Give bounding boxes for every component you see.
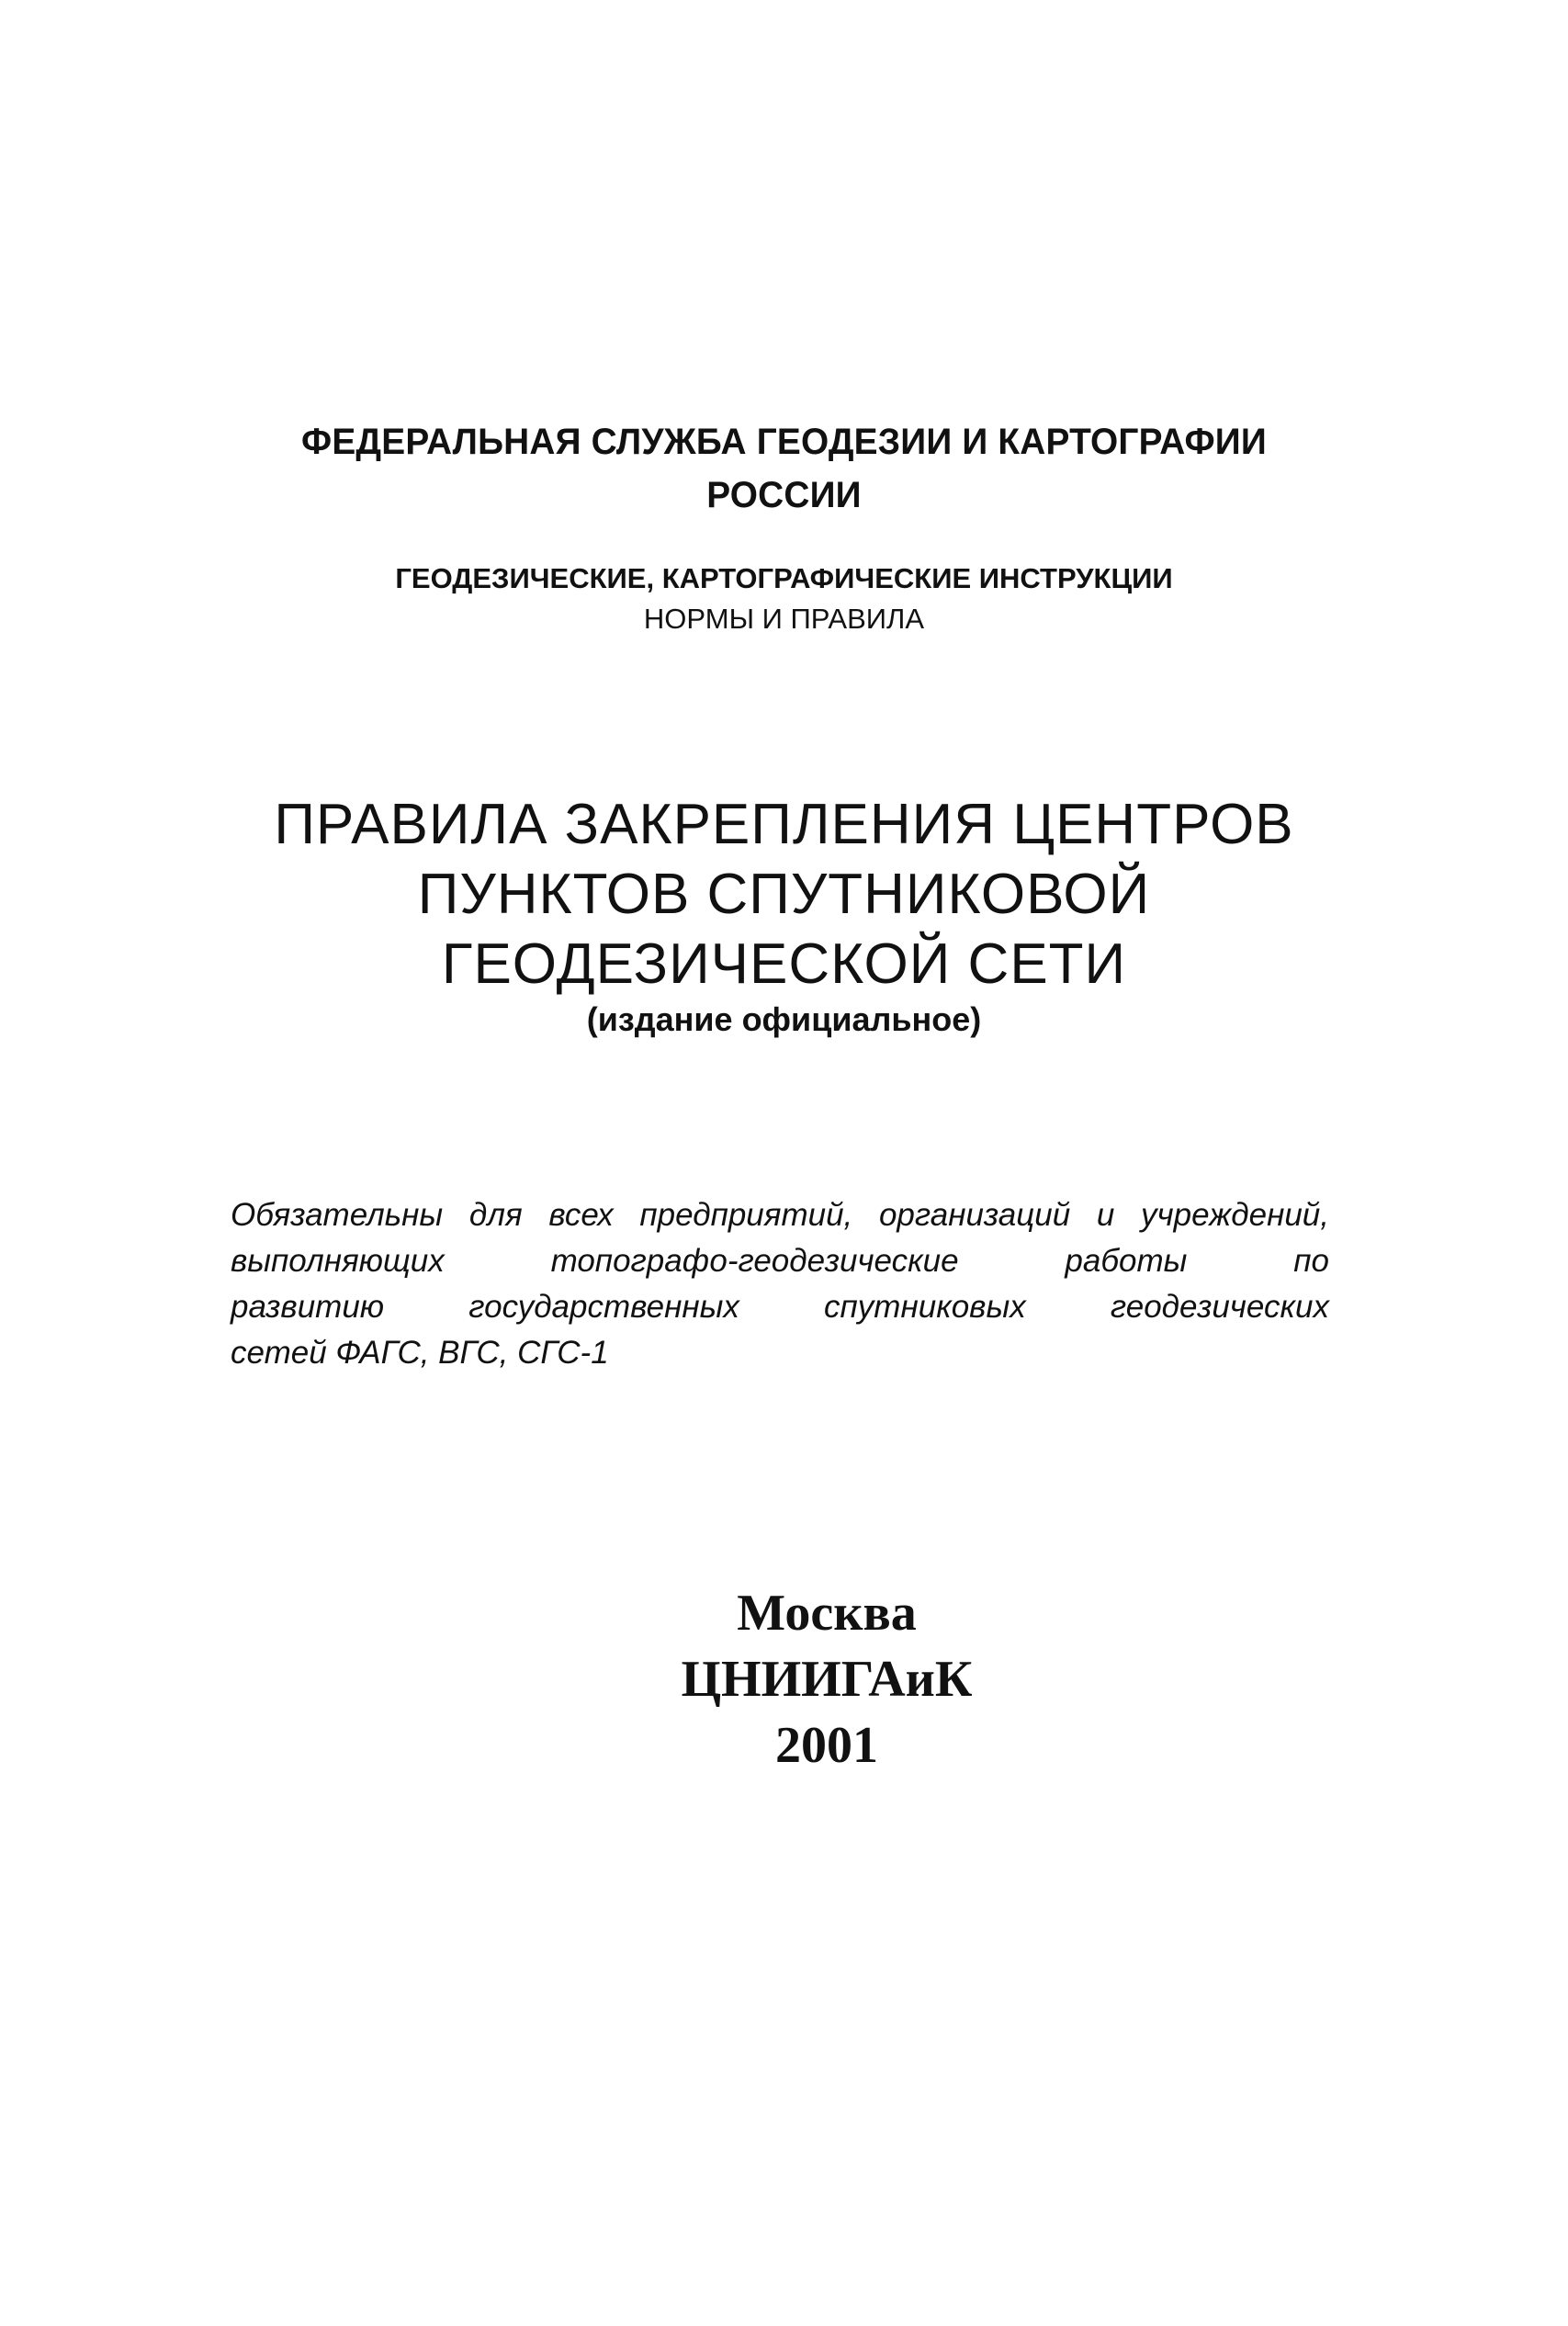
mandatory-word: спутниковых — [824, 1289, 1026, 1325]
mandatory-word: по — [1293, 1243, 1329, 1279]
document-title — [0, 790, 1568, 999]
title-line-2: ПУНКТОВ СПУТНИКОВОЙ — [417, 863, 1151, 926]
series-heading — [0, 559, 1568, 639]
mandatory-word: для — [468, 1197, 523, 1233]
mandatory-word: развитию — [231, 1289, 385, 1325]
title-line-1: ПРАВИЛА ЗАКРЕПЛЕНИЯ ЦЕНТРОВ — [274, 793, 1294, 856]
agency-heading — [24, 415, 1545, 522]
mandatory-word: учреждений, — [1141, 1197, 1329, 1233]
mandatory-line-4: сетей ФАГС, ВГС, СГС-1 — [231, 1335, 609, 1371]
mandatory-word: государственных — [468, 1289, 739, 1325]
agency-line-1: ФЕДЕРАЛЬНАЯ СЛУЖБА ГЕОДЕЗИИ И КАРТОГРАФИИ — [301, 422, 1267, 462]
mandatory-word: выполняющих — [231, 1243, 445, 1279]
mandatory-word: топографо-геодезические — [550, 1243, 959, 1279]
series-word-instructions: ИНСТРУКЦИИ — [978, 562, 1173, 594]
imprint-publisher: ЦНИИГАиК — [681, 1651, 973, 1708]
edition-note: (издание официальное) — [586, 1000, 982, 1038]
series-line-1 — [0, 559, 1568, 599]
mandatory-line-2 — [231, 1238, 1329, 1284]
mandatory-notice — [231, 1192, 1329, 1376]
mandatory-line-1 — [231, 1192, 1329, 1238]
mandatory-word: всех — [548, 1197, 614, 1233]
imprint — [0, 1580, 1568, 1778]
mandatory-line-3 — [231, 1284, 1329, 1330]
agency-line-2: РОССИИ — [706, 475, 862, 515]
mandatory-word: работы — [1065, 1243, 1188, 1279]
mandatory-word: организаций — [878, 1197, 1071, 1233]
mandatory-word: Обязательны — [231, 1197, 444, 1233]
series-word-geodetic: ГЕОДЕЗИЧЕСКИЕ, — [395, 562, 655, 594]
imprint-city: Москва — [737, 1585, 917, 1642]
mandatory-word: и — [1096, 1197, 1115, 1233]
mandatory-word: геодезических — [1110, 1289, 1329, 1325]
series-line-2: НОРМЫ И ПРАВИЛА — [643, 603, 925, 635]
imprint-year: 2001 — [775, 1717, 878, 1774]
series-word-cartographic: КАРТОГРАФИЧЕСКИЕ — [654, 562, 979, 594]
mandatory-word: предприятий, — [639, 1197, 853, 1233]
title-line-3: ГЕОДЕЗИЧЕСКОЙ СЕТИ — [441, 932, 1127, 996]
